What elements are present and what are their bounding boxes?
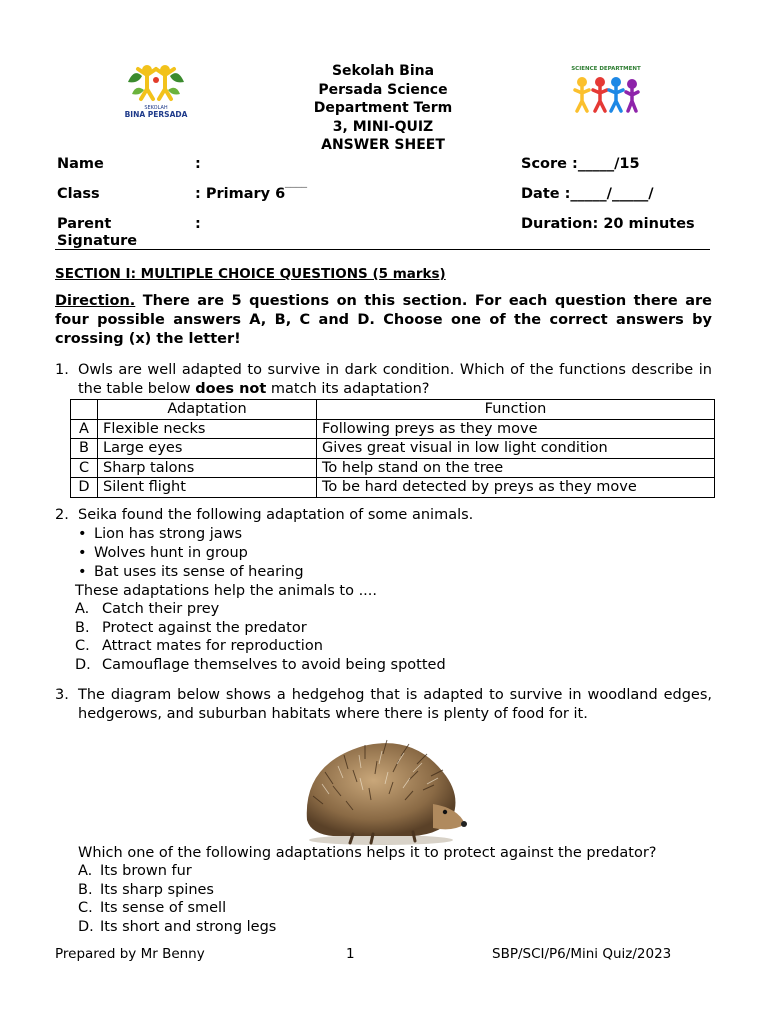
duration-label: Duration: 20 minutes: [521, 216, 695, 232]
class-value: : Primary 6: [195, 186, 286, 202]
science-department-logo: [570, 62, 642, 122]
q2-stem: These adaptations help the animals to ....: [75, 583, 378, 599]
footer-author: Prepared by Mr Benny: [55, 946, 205, 962]
option-d[interactable]: D. Camouflage themselves to avoid being spotted: [75, 657, 446, 674]
page-title: Sekolah Bina Persada Science Department Term 3, MINI-QUIZ ANSWER SHEET: [313, 63, 453, 153]
list-item: • Wolves hunt in group: [78, 545, 248, 561]
list-item: • Lion has strong jaws: [78, 526, 243, 542]
option-a[interactable]: A. Its brown fur: [78, 863, 192, 879]
table-row: A Flexible necks Following preys as they move: [71, 419, 715, 439]
table-header: Adaptation: [98, 400, 317, 420]
q3-options: [78, 862, 276, 937]
date-field[interactable]: Date :_____/_____/: [521, 186, 654, 202]
option-c[interactable]: C. Its sense of smell: [78, 900, 227, 917]
parent-colon: :: [195, 216, 201, 232]
table-row: D Silent flight To be hard detected by preys as they move: [71, 478, 715, 498]
option-a[interactable]: A. Catch their prey: [75, 601, 220, 617]
signature-label: Signature: [57, 233, 138, 249]
table-row: C Sharp talons To help stand on the tree: [71, 458, 715, 478]
name-label: Name: [57, 156, 104, 172]
page-number: 1: [346, 946, 355, 962]
q2-bullet-list: [78, 525, 304, 582]
option-d[interactable]: D. Its short and strong legs: [78, 919, 277, 936]
class-label: Class: [57, 186, 100, 202]
document-code: SBP/SCI/P6/Mini Quiz/2023: [492, 946, 672, 962]
option-b[interactable]: B. Protect against the predator: [75, 619, 307, 636]
name-colon: :: [195, 156, 201, 172]
q3-stem: Which one of the following adaptations helps it to protect against the predator?: [78, 845, 657, 861]
hedgehog-image: [293, 724, 468, 846]
score-field[interactable]: Score :_____/15: [521, 156, 640, 172]
header-divider: [55, 249, 710, 250]
table-header-row: [71, 400, 715, 420]
table-header: Function: [317, 400, 715, 420]
direction-text: Direction. There are 5 questions on this section. For each question there are four possible answers A, B, C and D. Choose one of the correct answers by crossing (x) the letter!: [55, 293, 712, 347]
section-title: SECTION I: MULTIPLE CHOICE QUESTIONS (5 marks): [55, 266, 446, 282]
parent-label: Parent: [57, 216, 112, 232]
svg-text:SEKOLAH: SEKOLAH: [144, 105, 168, 111]
option-c[interactable]: C. Attract mates for reproduction: [75, 638, 323, 655]
table-row: B Large eyes Gives great visual in low light condition: [71, 439, 715, 459]
svg-text:BINA PERSADA: BINA PERSADA: [124, 110, 188, 119]
option-b[interactable]: B. Its sharp spines: [78, 881, 214, 898]
owl-adaptation-table: [70, 399, 715, 498]
q2-options: [75, 600, 446, 675]
list-item: • Bat uses its sense of hearing: [78, 564, 304, 580]
school-logo: [120, 60, 192, 122]
svg-text:SCIENCE DEPARTMENT: SCIENCE DEPARTMENT: [571, 66, 641, 72]
name-blank: ____: [285, 175, 307, 188]
